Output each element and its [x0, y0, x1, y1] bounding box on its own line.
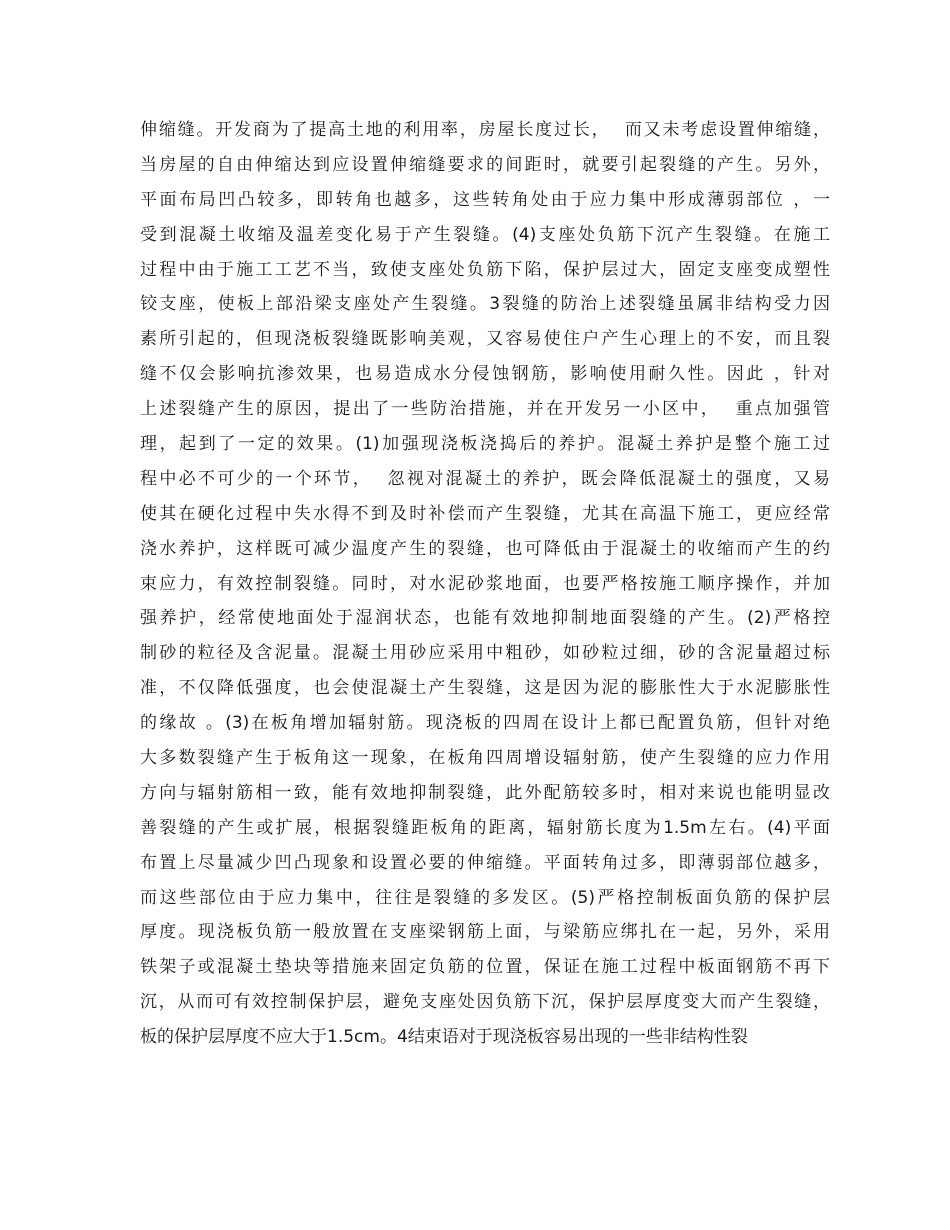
text-line: 强养护，经常使地面处于湿润状态，也能有效地抑制地面裂缝的产生。(2)严格控: [140, 608, 830, 629]
text-line: 大多数裂缝产生于板角这一现象，在板角四周增设辐射筋，使产生裂缝的应力作用: [140, 748, 830, 769]
text-line: 缝不仅会影响抗渗效果，也易造成水分侵蚀钢筋，影响使用耐久性。因此 ，针对: [140, 364, 830, 385]
text-line: 使其在硬化过程中失水得不到及时补偿而产生裂缝，尤其在高温下施工，更应经常: [140, 503, 830, 524]
text-line: 束应力，有效控制裂缝。同时，对水泥砂浆地面，也要严格按施工顺序操作，并加: [140, 573, 830, 594]
body-text: [140, 113, 830, 1055]
text-line: 的缘故 。(3)在板角增加辐射筋。现浇板的四周在设计上都已配置负筋，但针对绝: [140, 713, 830, 734]
text-line: 平面布局凹凸较多，即转角也越多，这些转角处由于应力集中形成薄弱部位 ，一: [140, 189, 830, 210]
text-line: 布置上尽量减少凹凸现象和设置必要的伸缩缝。平面转角过多，即薄弱部位越多，: [140, 852, 830, 873]
text-line: 受到混凝土收缩及温差变化易于产生裂缝。(4)支座处负筋下沉产生裂缝。在施工: [140, 224, 830, 245]
text-line: 沉，从而可有效控制保护层，避免支座处因负筋下沉，保护层厚度变大而产生裂缝，: [140, 992, 830, 1013]
text-line: 而这些部位由于应力集中，往往是裂缝的多发区。(5)严格控制板面负筋的保护层: [140, 887, 830, 908]
text-line: 准，不仅降低强度，也会使混凝土产生裂缝，这是因为泥的膨胀性大于水泥膨胀性: [140, 678, 830, 699]
text-line: 理，起到了一定的效果。(1)加强现浇板浇捣后的养护。混凝土养护是整个施工过: [140, 434, 830, 455]
text-line: 伸缩缝。开发商为了提高土地的利用率，房屋长度过长， 而又未考虑设置伸缩缝，: [140, 120, 830, 140]
text-line: 厚度。现浇板负筋一般放置在支座梁钢筋上面，与梁筋应绑扎在一起，另外，采用: [140, 922, 830, 943]
text-line: 铁架子或混凝土垫块等措施来固定负筋的位置，保证在施工过程中板面钢筋不再下: [140, 957, 830, 978]
text-line: 制砂的粒径及含泥量。混凝土用砂应采用中粗砂，如砂粒过细，砂的含泥量超过标: [140, 643, 830, 664]
text-line: 过程中由于施工工艺不当，致使支座处负筋下陷，保护层过大，固定支座变成塑性: [140, 259, 830, 280]
text-line: 铰支座，使板上部沿梁支座处产生裂缝。3裂缝的防治上述裂缝虽属非结构受力因: [140, 294, 830, 315]
text-line: 浇水养护，这样既可减少温度产生的裂缝，也可降低由于混凝土的收缩而产生的约: [140, 538, 830, 559]
text-line: 程中必不可少的一个环节， 忽视对混凝土的养护，既会降低混凝土的强度，又易: [140, 468, 830, 489]
text-line: 上述裂缝产生的原因，提出了一些防治措施，并在开发另一小区中， 重点加强管: [140, 399, 830, 420]
text-line: 善裂缝的产生或扩展，根据裂缝距板角的距离，辐射筋长度为1.5m左右。(4)平面: [140, 817, 830, 838]
text-line: 方向与辐射筋相一致，能有效地抑制裂缝，此外配筋较多时，相对来说也能明显改: [140, 782, 830, 803]
text-line: 素所引起的，但现浇板裂缝既影响美观，又容易使住户产生心理上的不安，而且裂: [140, 329, 830, 350]
text-line: 当房屋的自由伸缩达到应设置伸缩缝要求的间距时，就要引起裂缝的产生。另外，: [140, 154, 830, 175]
text-line: 板的保护层厚度不应大于1.5cm。4结束语对于现浇板容易出现的一些非结构性裂: [140, 1027, 748, 1048]
